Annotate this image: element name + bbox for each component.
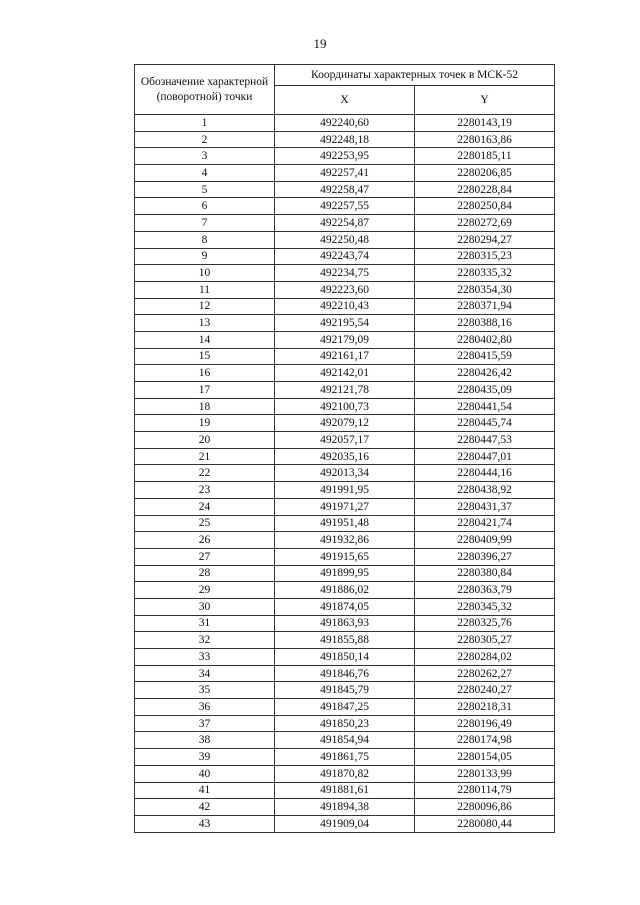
table-row	[135, 365, 555, 382]
table-row	[135, 765, 555, 782]
y-coordinate-cell: 2280335,32	[415, 265, 555, 282]
x-coordinate-cell: 491845,79	[275, 682, 415, 699]
point-designation-header: Обозначение характерной (поворотной) точки	[135, 65, 275, 115]
point-number-cell: 11	[135, 281, 275, 298]
x-coordinate-cell: 492243,74	[275, 248, 415, 265]
point-number-cell: 2	[135, 131, 275, 148]
point-number-cell: 5	[135, 181, 275, 198]
point-number-cell: 22	[135, 465, 275, 482]
y-coordinate-cell: 2280305,27	[415, 632, 555, 649]
x-coordinate-cell: 491991,95	[275, 482, 415, 499]
page-number: 19	[313, 36, 327, 51]
y-coordinate-cell: 2280284,02	[415, 649, 555, 666]
y-coordinate-cell: 2280380,84	[415, 565, 555, 582]
x-coordinate-cell: 491850,23	[275, 715, 415, 732]
point-number-cell: 4	[135, 165, 275, 182]
table-row	[135, 465, 555, 482]
y-coordinate-cell: 2280396,27	[415, 548, 555, 565]
y-coordinate-cell: 2280445,74	[415, 415, 555, 432]
point-number-cell: 12	[135, 298, 275, 315]
table-row	[135, 231, 555, 248]
table-row	[135, 799, 555, 816]
y-coordinate-cell: 2280402,80	[415, 331, 555, 348]
table-row	[135, 248, 555, 265]
y-coordinate-cell: 2280447,53	[415, 432, 555, 449]
y-coordinate-cell: 2280185,11	[415, 148, 555, 165]
x-coordinate-cell: 492223,60	[275, 281, 415, 298]
point-number-cell: 32	[135, 632, 275, 649]
y-coordinate-cell: 2280114,79	[415, 782, 555, 799]
x-coordinate-cell: 491855,88	[275, 632, 415, 649]
point-number-cell: 29	[135, 582, 275, 599]
y-coordinate-cell: 2280154,05	[415, 749, 555, 766]
x-coordinate-cell: 492100,73	[275, 398, 415, 415]
point-number-cell: 41	[135, 782, 275, 799]
table-row	[135, 565, 555, 582]
table-row	[135, 649, 555, 666]
point-number-cell: 38	[135, 732, 275, 749]
y-coordinate-cell: 2280345,32	[415, 598, 555, 615]
point-number-cell: 8	[135, 231, 275, 248]
x-coordinate-cell: 492121,78	[275, 382, 415, 399]
point-number-cell: 33	[135, 649, 275, 666]
x-coordinate-cell: 492257,55	[275, 198, 415, 215]
table-row	[135, 215, 555, 232]
table-header	[135, 65, 555, 115]
point-number-cell: 3	[135, 148, 275, 165]
x-coordinate-cell: 491886,02	[275, 582, 415, 599]
y-coordinate-cell: 2280133,99	[415, 765, 555, 782]
y-coordinate-cell: 2280444,16	[415, 465, 555, 482]
x-coordinate-cell: 491899,95	[275, 565, 415, 582]
point-number-cell: 9	[135, 248, 275, 265]
x-coordinate-cell: 491850,14	[275, 649, 415, 666]
point-number-cell: 37	[135, 715, 275, 732]
y-coordinate-cell: 2280294,27	[415, 231, 555, 248]
table-row	[135, 115, 555, 132]
point-number-cell: 26	[135, 532, 275, 549]
point-number-cell: 27	[135, 548, 275, 565]
x-coordinate-cell: 492250,48	[275, 231, 415, 248]
x-coordinate-cell: 492240,60	[275, 115, 415, 132]
table-row	[135, 181, 555, 198]
coordinates-header: Координаты характерных точек в МСК-52	[275, 65, 555, 86]
y-coordinate-cell: 2280174,98	[415, 732, 555, 749]
y-coordinate-cell: 2280421,74	[415, 515, 555, 532]
x-coordinate-cell: 491874,05	[275, 598, 415, 615]
point-number-cell: 16	[135, 365, 275, 382]
table-row	[135, 582, 555, 599]
table-row	[135, 665, 555, 682]
point-number-cell: 7	[135, 215, 275, 232]
x-coordinate-cell: 491881,61	[275, 782, 415, 799]
table-row	[135, 498, 555, 515]
y-coordinate-cell: 2280272,69	[415, 215, 555, 232]
point-number-cell: 14	[135, 331, 275, 348]
point-number-cell: 43	[135, 815, 275, 832]
table-row	[135, 315, 555, 332]
x-coordinate-cell: 492234,75	[275, 265, 415, 282]
table-row	[135, 682, 555, 699]
table-row	[135, 281, 555, 298]
x-coordinate-cell: 492258,47	[275, 181, 415, 198]
x-coordinate-cell: 491951,48	[275, 515, 415, 532]
x-coordinate-cell: 492179,09	[275, 331, 415, 348]
x-coordinate-cell: 492013,34	[275, 465, 415, 482]
y-coordinate-cell: 2280163,86	[415, 131, 555, 148]
table-row	[135, 348, 555, 365]
x-coordinate-cell: 491932,86	[275, 532, 415, 549]
y-coordinate-cell: 2280441,54	[415, 398, 555, 415]
x-coordinate-cell: 491909,04	[275, 815, 415, 832]
y-coordinate-cell: 2280196,49	[415, 715, 555, 732]
table-row	[135, 749, 555, 766]
y-coordinate-cell: 2280426,42	[415, 365, 555, 382]
point-number-cell: 40	[135, 765, 275, 782]
table-row	[135, 548, 555, 565]
table-row	[135, 715, 555, 732]
table-row	[135, 448, 555, 465]
x-coordinate-cell: 492161,17	[275, 348, 415, 365]
table-row	[135, 165, 555, 182]
y-coordinate-cell: 2280218,31	[415, 699, 555, 716]
table-row	[135, 265, 555, 282]
table-row	[135, 482, 555, 499]
point-number-cell: 24	[135, 498, 275, 515]
x-coordinate-cell: 492057,17	[275, 432, 415, 449]
x-coordinate-cell: 492079,12	[275, 415, 415, 432]
point-number-cell: 25	[135, 515, 275, 532]
table-row	[135, 815, 555, 832]
coordinates-table	[134, 64, 555, 833]
x-coordinate-cell: 492253,95	[275, 148, 415, 165]
point-number-cell: 19	[135, 415, 275, 432]
table-row	[135, 148, 555, 165]
x-coordinate-cell: 492257,41	[275, 165, 415, 182]
y-coordinate-cell: 2280080,44	[415, 815, 555, 832]
y-coordinate-cell: 2280371,94	[415, 298, 555, 315]
y-coordinate-cell: 2280388,16	[415, 315, 555, 332]
table-row	[135, 415, 555, 432]
y-coordinate-cell: 2280409,99	[415, 532, 555, 549]
point-number-cell: 21	[135, 448, 275, 465]
x-coordinate-cell: 491915,65	[275, 548, 415, 565]
y-coordinate-cell: 2280262,27	[415, 665, 555, 682]
table-row	[135, 515, 555, 532]
point-number-cell: 17	[135, 382, 275, 399]
table-row	[135, 632, 555, 649]
point-number-cell: 20	[135, 432, 275, 449]
y-coordinate-cell: 2280143,19	[415, 115, 555, 132]
y-coordinate-cell: 2280438,92	[415, 482, 555, 499]
x-coordinate-cell: 491854,94	[275, 732, 415, 749]
y-coordinate-cell: 2280228,84	[415, 181, 555, 198]
table-row	[135, 432, 555, 449]
point-number-cell: 18	[135, 398, 275, 415]
table-row	[135, 532, 555, 549]
table-row	[135, 598, 555, 615]
x-coordinate-cell: 491863,93	[275, 615, 415, 632]
table-row	[135, 615, 555, 632]
x-coordinate-cell: 492142,01	[275, 365, 415, 382]
y-coordinate-cell: 2280363,79	[415, 582, 555, 599]
x-coordinate-cell: 491861,75	[275, 749, 415, 766]
y-coordinate-cell: 2280096,86	[415, 799, 555, 816]
point-number-cell: 30	[135, 598, 275, 615]
y-coordinate-cell: 2280354,30	[415, 281, 555, 298]
x-coordinate-cell: 492195,54	[275, 315, 415, 332]
table-row	[135, 298, 555, 315]
y-coordinate-cell: 2280415,59	[415, 348, 555, 365]
y-coordinate-cell: 2280447,01	[415, 448, 555, 465]
y-coordinate-cell: 2280240,27	[415, 682, 555, 699]
point-number-cell: 13	[135, 315, 275, 332]
x-coordinate-cell: 492035,16	[275, 448, 415, 465]
y-coordinate-cell: 2280325,76	[415, 615, 555, 632]
y-column-header: Y	[415, 86, 555, 115]
point-number-cell: 1	[135, 115, 275, 132]
point-number-cell: 28	[135, 565, 275, 582]
point-number-cell: 35	[135, 682, 275, 699]
point-number-cell: 39	[135, 749, 275, 766]
x-coordinate-cell: 491847,25	[275, 699, 415, 716]
point-number-cell: 15	[135, 348, 275, 365]
x-coordinate-cell: 492210,43	[275, 298, 415, 315]
y-coordinate-cell: 2280431,37	[415, 498, 555, 515]
x-coordinate-cell: 491870,82	[275, 765, 415, 782]
table-row	[135, 732, 555, 749]
table-row	[135, 131, 555, 148]
point-number-cell: 23	[135, 482, 275, 499]
table-row	[135, 782, 555, 799]
table-row	[135, 331, 555, 348]
point-number-cell: 36	[135, 699, 275, 716]
table-row	[135, 699, 555, 716]
x-coordinate-cell: 491846,76	[275, 665, 415, 682]
table-body	[135, 115, 555, 833]
x-coordinate-cell: 492248,18	[275, 131, 415, 148]
table-row	[135, 198, 555, 215]
y-coordinate-cell: 2280315,23	[415, 248, 555, 265]
x-coordinate-cell: 491894,38	[275, 799, 415, 816]
point-number-cell: 34	[135, 665, 275, 682]
x-coordinate-cell: 492254,87	[275, 215, 415, 232]
y-coordinate-cell: 2280206,85	[415, 165, 555, 182]
point-number-cell: 31	[135, 615, 275, 632]
x-column-header: X	[275, 86, 415, 115]
y-coordinate-cell: 2280435,09	[415, 382, 555, 399]
point-number-cell: 6	[135, 198, 275, 215]
table-row	[135, 382, 555, 399]
table-row	[135, 398, 555, 415]
y-coordinate-cell: 2280250,84	[415, 198, 555, 215]
point-number-cell: 10	[135, 265, 275, 282]
point-number-cell: 42	[135, 799, 275, 816]
x-coordinate-cell: 491971,27	[275, 498, 415, 515]
